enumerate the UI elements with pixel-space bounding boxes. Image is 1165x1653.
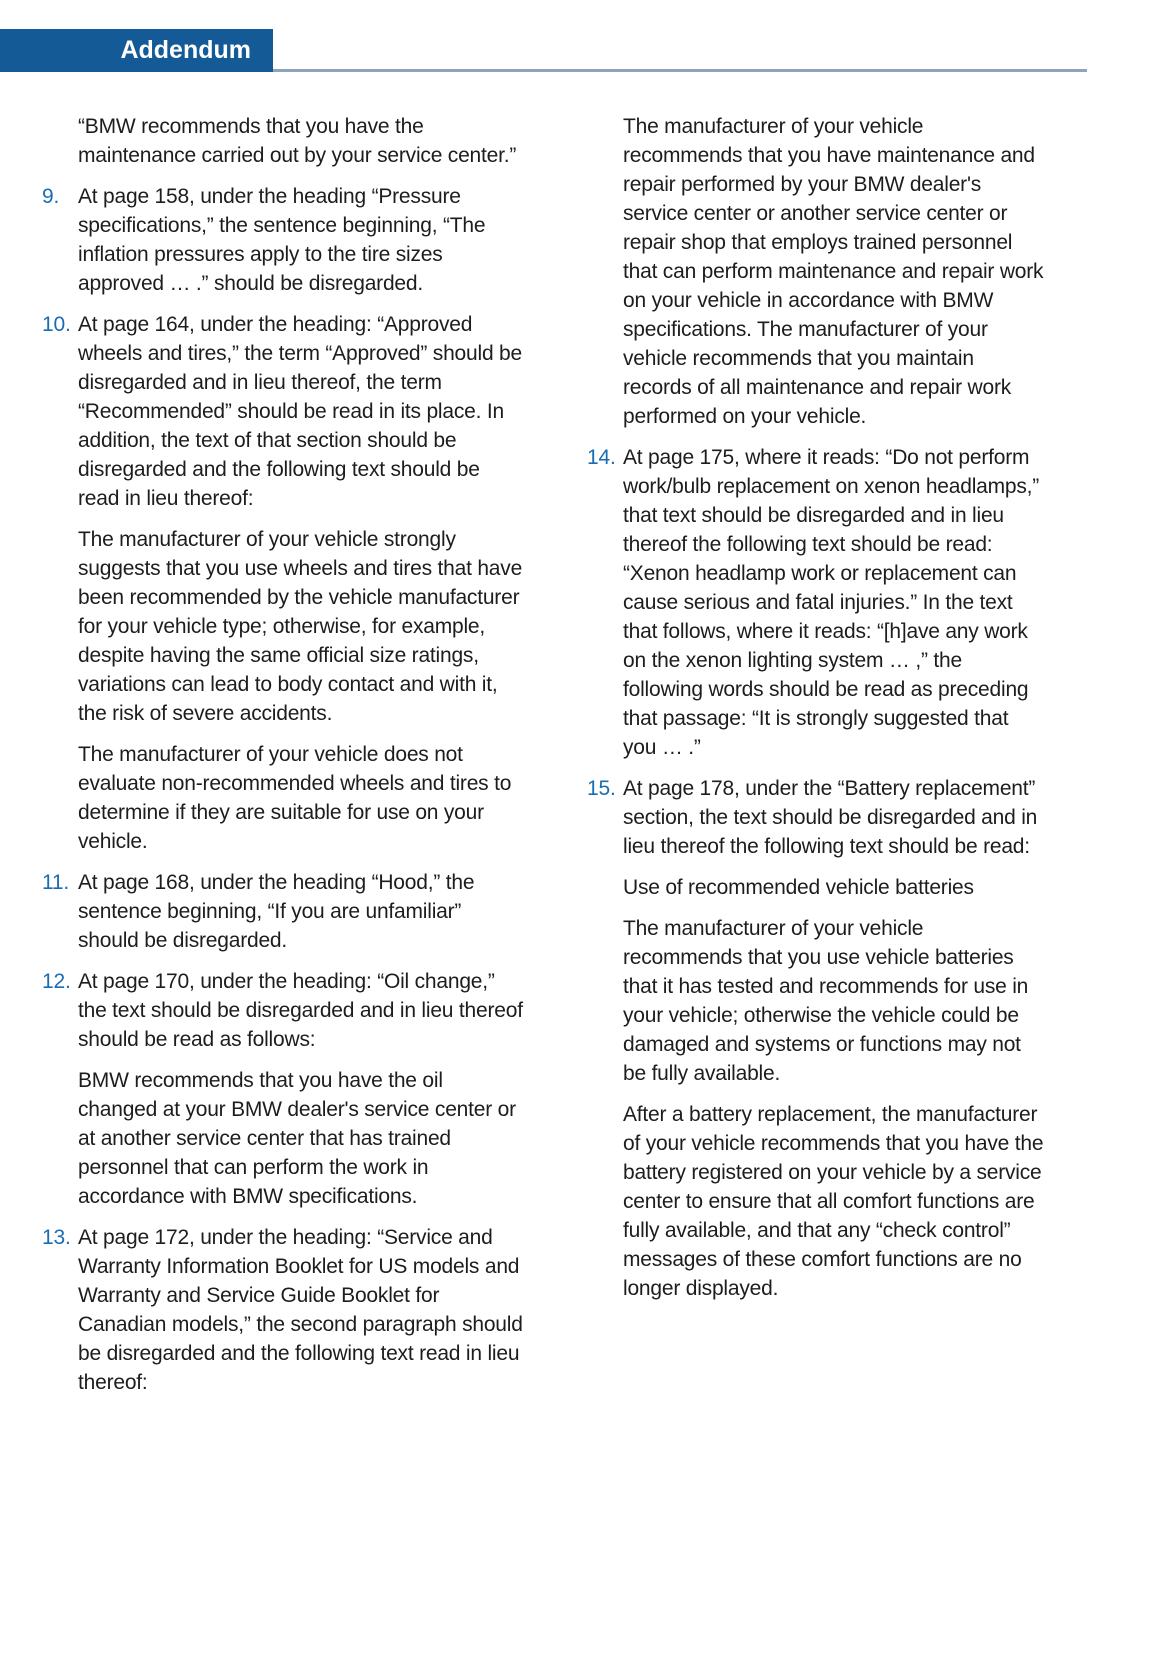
list-item-text: At page 175, where it reads: “Do not perform work/bulb replacement on xenon headlamps,” that text should be disregarded and in lieu thereof the following text should be read: “Xenon headlamp work or replacement can cause serious and fatal injuries.” In the text that follows, where it reads: “[h]ave any work on the xenon lighting system … ,” the following words should be read as preceding that passage: “It is strongly suggested that you … .”	[623, 446, 1040, 759]
list-item-text: At page 170, under the heading: “Oil change,” the text should be disregarded and in lieu thereof should be read as follows:	[78, 970, 523, 1051]
paragraph: “BMW recommends that you have the maintenance carried out by your service center.”	[78, 115, 517, 167]
list-item-text: At page 172, under the heading: “Service and Warranty Information Booklet for US models and Warranty and Service Guide Booklet for Canadian models,” the second paragraph should be disregarded and the following text read in lieu thereof:	[78, 1226, 523, 1394]
paragraph: The manufacturer of your vehicle recommends that you use vehicle batteries that it has tested and recommends for use in your vehicle; otherwise the vehicle could be damaged and systems or functions may not be fully available.	[623, 917, 1029, 1085]
list-item-text: At page 168, under the heading “Hood,” the sentence beginning, “If you are unfamiliar” should be disregarded.	[78, 871, 475, 952]
paragraph: After a battery replacement, the manufacturer of your vehicle recommends that you have the battery registered on your vehicle by a service center to ensure that all comfort functions are fully available, and that any “check control” messages of these comfort functions are no longer displayed.	[623, 1103, 1044, 1300]
paragraph: Use of recommended vehicle batteries	[623, 876, 974, 899]
numbered-list-item	[587, 774, 1046, 861]
list-item-number: 10.	[42, 313, 71, 336]
left-column	[42, 112, 523, 1409]
paragraph: BMW recommends that you have the oil changed at your BMW dealer's service center or at another service center that has trained personnel that can perform the work in accordance with BMW specifications.	[78, 1069, 516, 1208]
list-item-text: At page 164, under the heading: “Approved wheels and tires,” the term “Approved” should be disregarded and in lieu thereof, the term “Recommended” should be read in its place. In addition, the text of that section should be disregarded and the following text should be read in lieu thereof:	[78, 313, 522, 510]
list-item-text: At page 158, under the heading “Pressure specifications,” the sentence beginning, “The inflation pressures apply to the tire sizes approved … .” should be disregarded.	[78, 185, 486, 295]
list-item-number: 9.	[42, 185, 60, 208]
right-column	[587, 112, 1046, 1409]
numbered-list-item	[587, 443, 1046, 762]
list-item-number: 14.	[587, 446, 616, 469]
numbered-list-item	[42, 182, 523, 298]
numbered-list-item	[42, 1223, 523, 1397]
list-item-number: 13.	[42, 1226, 71, 1249]
page-content	[42, 112, 1046, 1409]
list-item-number: 15.	[587, 777, 616, 800]
numbered-list-item	[42, 868, 523, 955]
numbered-list-item	[42, 967, 523, 1054]
paragraph: The manufacturer of your vehicle recommends that you have maintenance and repair performed by your BMW dealer's service center or another service center or repair shop that employs trained personnel that can perform maintenance and repair work on your vehicle in accordance with BMW specifications. The manufacturer of your vehicle recommends that you maintain records of all maintenance and repair work performed on your vehicle.	[623, 115, 1044, 428]
numbered-list-item	[42, 310, 523, 513]
paragraph: The manufacturer of your vehicle strongly suggests that you use wheels and tires that have been recommended by the vehicle manufacturer for your vehicle type; otherwise, for example, despite having the same official size ratings, variations can lead to body contact and with it, the risk of severe accidents.	[78, 528, 523, 725]
page-title: Addendum	[120, 36, 251, 64]
list-item-text: At page 178, under the “Battery replacement” section, the text should be disregarded and in lieu thereof the following text should be read:	[623, 777, 1038, 858]
page-header-bar	[0, 29, 273, 72]
list-item-number: 11.	[42, 871, 70, 894]
paragraph: The manufacturer of your vehicle does not evaluate non-recommended wheels and tires to determine if they are suitable for use on your vehicle.	[78, 743, 512, 853]
list-item-number: 12.	[42, 970, 71, 993]
